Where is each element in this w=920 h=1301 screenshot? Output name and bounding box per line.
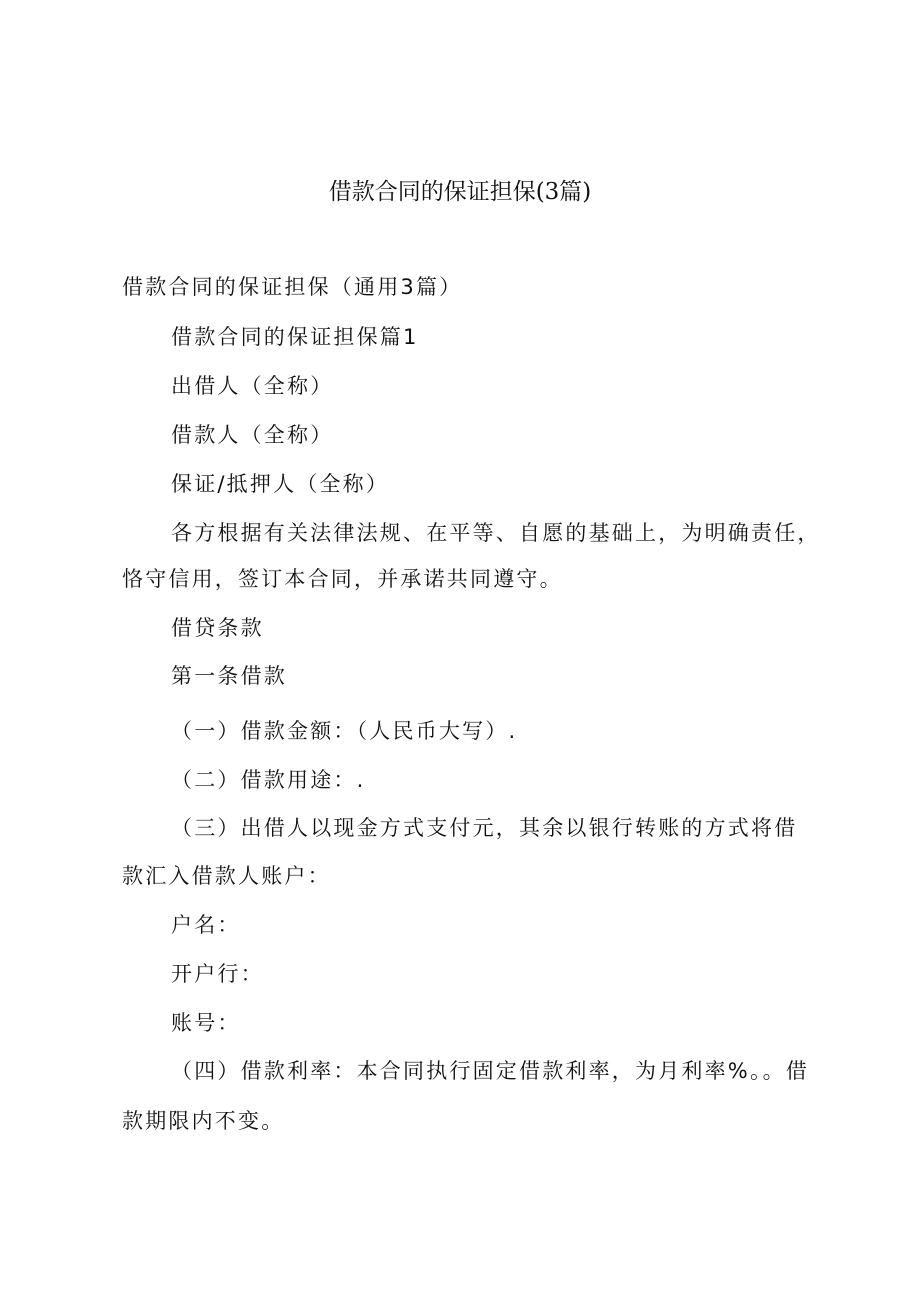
paragraph-line: 各方根据有关法律法规、在平等、自愿的基础上，为明确责任， — [171, 521, 821, 545]
bank-line: 开户行： — [171, 962, 264, 986]
paragraph-line: 款期限内不变。 — [122, 1109, 285, 1133]
paragraph-line: 恪守信用，签订本合同，并承诺共同遵守。 — [122, 567, 563, 591]
account-number-line: 账号： — [171, 1011, 241, 1035]
party-borrower: 借款人（全称） — [171, 423, 334, 447]
paragraph-line: （一）借款金额：（人民币大写）. — [171, 719, 518, 743]
clause-heading: 借贷条款 — [171, 616, 264, 640]
paragraph-line: （二）借款用途：. — [171, 768, 366, 792]
paragraph-line: （四）借款利率：本合同执行固定借款利率，为月利率%。。借 — [171, 1059, 810, 1083]
paragraph-line: （三）出借人以现金方式支付元，其余以银行转账的方式将借 — [171, 816, 798, 840]
party-guarantor: 保证/抵押人（全称） — [171, 472, 390, 496]
paragraph-line: 款汇入借款人账户： — [122, 864, 331, 888]
section-heading: 借款合同的保证担保篇1 — [171, 325, 419, 349]
party-lender: 出借人（全称） — [171, 374, 334, 398]
subtitle-line: 借款合同的保证担保（通用3篇） — [122, 275, 463, 299]
document-title: 借款合同的保证担保(3篇) — [328, 179, 592, 205]
article-heading: 第一条借款 — [171, 664, 287, 688]
account-name-line: 户名： — [171, 913, 241, 937]
